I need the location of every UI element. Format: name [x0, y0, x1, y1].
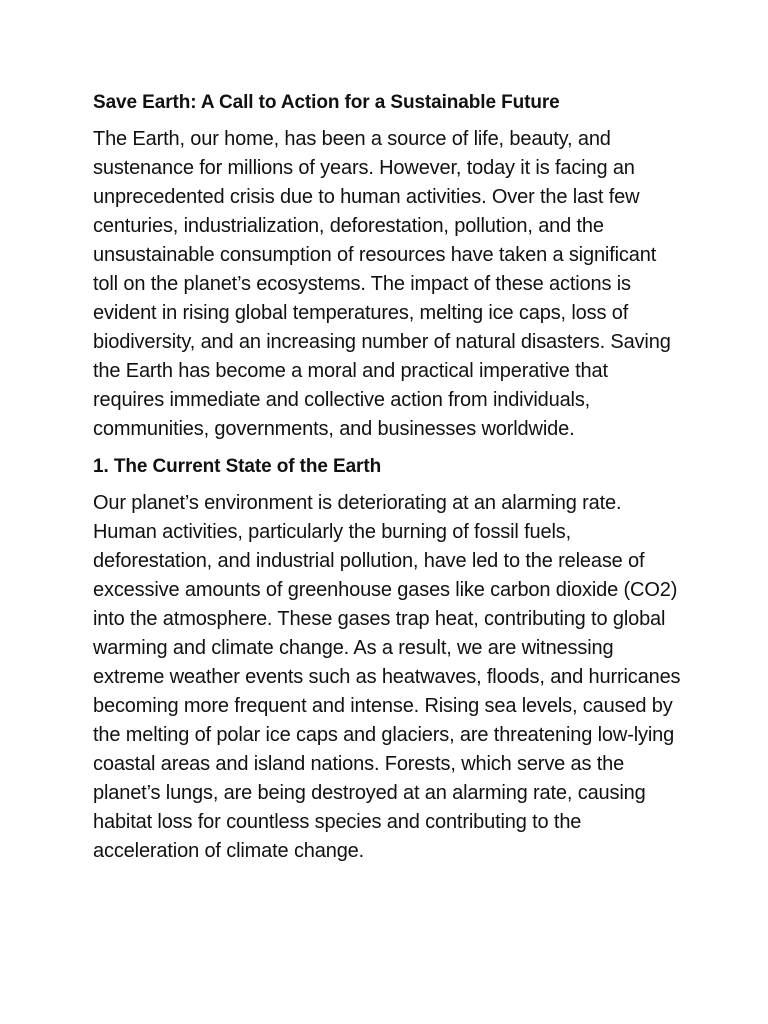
document-page [93, 88, 683, 874]
section-paragraph: Our planet’s environment is deteriorating at an alarming rate. Human activities, particularly the burning of fossil fuels, deforestation, and industrial pollution, have led to the release of excessive amounts of greenhouse gases like carbon dioxide (CO2) into the atmosphere. These gases trap heat, contributing to global warming and climate change. As a result, we are witnessing extreme weather events such as heatwaves, floods, and hurricanes becoming more frequent and intense. Rising sea levels, caused by the melting of polar ice caps and glaciers, are threatening low-lying coastal areas and island nations. Forests, which serve as the planet’s lungs, are being destroyed at an alarming rate, causing habitat loss for countless species and contributing to the acceleration of climate change. [93, 492, 681, 862]
intro-paragraph: The Earth, our home, has been a source of life, beauty, and sustenance for millions of years. However, today it is facing an unprecedented crisis due to human activities. Over the last few centuries, industrialization, deforestation, pollution, and the unsustainable consumption of resources have taken a significant toll on the planet’s ecosystems. The impact of these actions is evident in rising global temperatures, melting ice caps, loss of biodiversity, and an increasing number of natural disasters. Saving the Earth has become a moral and practical imperative that requires immediate and collective action from individuals, communities, governments, and businesses worldwide. [93, 128, 671, 440]
section-heading: 1. The Current State of the Earth [93, 456, 382, 477]
document-title: Save Earth: A Call to Action for a Sustainable Future [93, 92, 560, 113]
